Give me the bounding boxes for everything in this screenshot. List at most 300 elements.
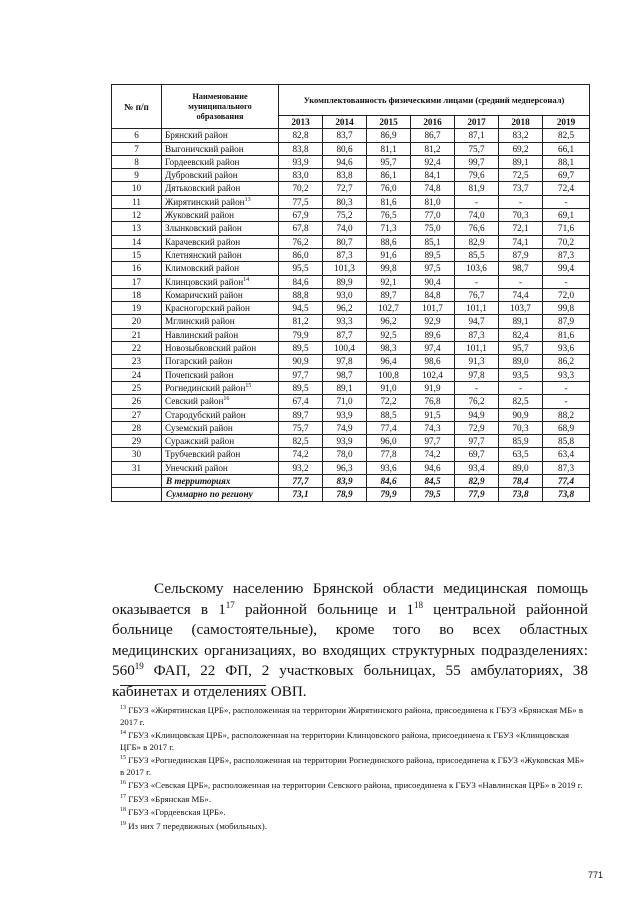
value-cell: 72,7 [323,182,367,195]
value-cell: 76,5 [367,209,411,222]
district-name: Выгоничский район [165,143,244,154]
value-cell: 94,9 [455,408,499,421]
value-cell: 101,7 [411,302,455,315]
table-row [112,461,590,474]
district-name-cell [162,355,279,368]
row-number: 9 [112,169,162,182]
table-row [112,235,590,248]
row-number: 28 [112,421,162,434]
row-number: 30 [112,448,162,461]
value-cell: 98,6 [411,355,455,368]
district-name-cell [162,129,279,142]
district-name: Жуковский район [165,210,235,221]
value-cell: 84,1 [411,169,455,182]
table-row [112,435,590,448]
value-cell: 81,9 [455,182,499,195]
value-cell: - [455,381,499,394]
value-cell: 93,3 [323,315,367,328]
total-value-cell: 77,4 [543,475,590,488]
value-cell: 81,6 [543,328,590,341]
value-cell: 72,2 [367,395,411,408]
value-cell: 80,6 [323,142,367,155]
table-row [112,275,590,288]
col-num-header: № п/п [112,85,162,129]
group-header: Укомплектованность физическими лицами (средний медперсонал) [279,85,590,116]
district-name: Клетнянский район [165,249,242,260]
value-cell: 68,9 [543,421,590,434]
district-name: Жирятинский район [165,196,245,207]
value-cell: 83,8 [279,142,323,155]
value-cell: 90,9 [279,355,323,368]
district-name-cell [162,315,279,328]
value-cell: 81,1 [367,142,411,155]
row-number: 7 [112,142,162,155]
table-row [112,222,590,235]
value-cell: 73,7 [499,182,543,195]
district-name: Суземский район [165,422,233,433]
district-name: Почепский район [165,369,234,380]
year-header: 2019 [543,116,590,129]
value-cell: 76,2 [279,235,323,248]
value-cell: 69,7 [455,448,499,461]
district-name: Стародубский район [165,409,246,420]
value-cell: 95,7 [499,342,543,355]
value-cell: 74,2 [411,448,455,461]
page-number: 771 [588,870,604,880]
value-cell: 89,0 [499,355,543,368]
value-cell: 89,7 [367,288,411,301]
value-cell: - [543,195,590,208]
value-cell: 74,2 [279,448,323,461]
value-cell: 82,4 [499,328,543,341]
value-cell: 101,1 [455,302,499,315]
total-value-cell: 79,5 [411,488,455,501]
row-number: 8 [112,155,162,168]
value-cell: - [499,275,543,288]
value-cell: 98,3 [367,342,411,355]
district-name-cell [162,182,279,195]
value-cell: 71,0 [323,395,367,408]
row-number: 17 [112,275,162,288]
value-cell: 84,8 [411,288,455,301]
value-cell: 102,4 [411,368,455,381]
value-cell: 87,1 [455,129,499,142]
row-number: 14 [112,235,162,248]
value-cell: 70,2 [543,235,590,248]
value-cell: 93,5 [499,368,543,381]
year-header: 2017 [455,116,499,129]
district-name: Суражский район [165,436,235,447]
year-header: 2016 [411,116,455,129]
value-cell: 86,0 [279,248,323,261]
value-cell: 91,0 [367,381,411,394]
table-row [112,448,590,461]
district-name-cell [162,222,279,235]
value-cell: 91,6 [367,248,411,261]
district-name-cell [162,461,279,474]
value-cell: 87,9 [543,315,590,328]
total-value-cell: 73,1 [279,488,323,501]
table-body [112,129,590,501]
value-cell: 82,5 [543,129,590,142]
value-cell: 97,8 [455,368,499,381]
value-cell: 97,8 [323,355,367,368]
value-cell: 81,0 [411,195,455,208]
value-cell: 76,2 [455,395,499,408]
year-header: 2015 [367,116,411,129]
empty-cell [112,488,162,501]
row-number: 6 [112,129,162,142]
value-cell: 74,4 [499,288,543,301]
value-cell: 69,2 [499,142,543,155]
value-cell: 67,9 [279,209,323,222]
value-cell: 96,2 [367,315,411,328]
value-cell: 92,9 [411,315,455,328]
value-cell: 74,8 [411,182,455,195]
value-cell: 92,4 [411,155,455,168]
value-cell: 81,6 [367,195,411,208]
table-row [112,182,590,195]
footnote [120,807,590,819]
row-number: 26 [112,395,162,408]
value-cell: - [543,275,590,288]
value-cell: 94,6 [323,155,367,168]
footnote-divider [120,685,266,686]
total-value-cell: 78,9 [323,488,367,501]
value-cell: 85,9 [499,435,543,448]
value-cell: 86,9 [367,129,411,142]
row-number: 19 [112,302,162,315]
value-cell: 96,2 [323,302,367,315]
col-name-header: Наименование муниципального образования [162,85,279,129]
row-number: 18 [112,288,162,301]
value-cell: 81,2 [279,315,323,328]
value-cell: 86,7 [411,129,455,142]
value-cell: 82,5 [499,395,543,408]
row-number: 31 [112,461,162,474]
paragraph-text-1: Сельскому населению Брянской области медицинская помощь оказывается в 1 [112,580,588,618]
district-name-cell [162,435,279,448]
value-cell: 72,4 [543,182,590,195]
table-row [112,262,590,275]
value-cell: 97,5 [411,262,455,275]
value-cell: 77,8 [367,448,411,461]
value-cell: 99,7 [455,155,499,168]
value-cell: 94,6 [411,461,455,474]
district-name-cell [162,381,279,394]
value-cell: - [543,395,590,408]
value-cell: 67,8 [279,222,323,235]
table-row [112,342,590,355]
district-name-cell [162,368,279,381]
district-name-cell [162,209,279,222]
footnote-text: ГБУЗ «Клинцовская ЦРБ», расположенная на территории Клинцовского района, присоединена к ГБУЗ «Клинцовская ЦГБ» в 2017 г. [120,730,570,752]
value-cell: 82,5 [279,435,323,448]
row-number: 16 [112,262,162,275]
total-row [112,488,590,501]
value-cell: 79,9 [279,328,323,341]
footnotes [120,705,590,834]
row-number: 11 [112,195,162,208]
value-cell: 71,6 [543,222,590,235]
district-name: Карачевский район [165,236,241,247]
value-cell: 93,6 [367,461,411,474]
table-row [112,248,590,261]
value-cell: 83,8 [323,169,367,182]
value-cell: 95,7 [367,155,411,168]
value-cell: 76,7 [455,288,499,301]
footnote-ref[interactable]: 16 [223,396,230,403]
paragraph-text-3: центральной районной больнице (самостоятельные), кроме того во всех областных медицинских организациях, во входящих структурных подразделениях: 560 [112,600,588,679]
value-cell: 99,8 [543,302,590,315]
value-cell: 94,7 [455,315,499,328]
footnote-number: 19 [120,820,126,827]
row-number: 24 [112,368,162,381]
value-cell: 85,5 [455,248,499,261]
value-cell: 84,6 [279,275,323,288]
value-cell: 92,1 [367,275,411,288]
district-name-cell [162,235,279,248]
value-cell: 94,5 [279,302,323,315]
table-row [112,142,590,155]
table-row [112,302,590,315]
value-cell: 96,3 [323,461,367,474]
table-row [112,355,590,368]
district-name: Дубровский район [165,170,238,181]
district-name: Трубчевский район [165,449,241,460]
district-name: Навлинский район [165,329,239,340]
value-cell: 80,7 [323,235,367,248]
value-cell: 92,5 [367,328,411,341]
footnote [120,780,590,792]
value-cell: 90,9 [499,408,543,421]
value-cell: 82,8 [279,129,323,142]
value-cell: 89,9 [323,275,367,288]
footnote-number: 16 [120,780,126,787]
table-row [112,328,590,341]
value-cell: 97,4 [411,342,455,355]
value-cell: 101,1 [455,342,499,355]
value-cell: 103,6 [455,262,499,275]
district-name-cell [162,421,279,434]
district-name-cell [162,155,279,168]
footnote-ref-19[interactable]: 19 [134,660,144,671]
value-cell: 74,0 [455,209,499,222]
value-cell: 88,5 [367,408,411,421]
value-cell: 93,2 [279,461,323,474]
total-value-cell: 73,8 [499,488,543,501]
value-cell: 66,1 [543,142,590,155]
value-cell: 96,0 [367,435,411,448]
value-cell: 76,8 [411,395,455,408]
footnote-ref-17[interactable]: 17 [225,599,235,610]
value-cell: 76,0 [367,182,411,195]
row-number: 10 [112,182,162,195]
total-value-cell: 73,8 [543,488,590,501]
value-cell: 78,0 [323,448,367,461]
staffing-table [111,84,590,502]
value-cell: 74,0 [323,222,367,235]
value-cell: 91,9 [411,381,455,394]
total-label: Суммарно по региону [162,488,279,501]
footnote-number: 15 [120,755,126,762]
value-cell: 70,3 [499,209,543,222]
table-row [112,421,590,434]
district-name: Красногорский район [165,303,250,314]
value-cell: 72,5 [499,169,543,182]
value-cell: 87,7 [323,328,367,341]
district-name: Новозыбковский район [165,343,257,354]
value-cell: 89,1 [499,315,543,328]
paragraph-text-4: ФАП, 22 ФП, 2 участковых больницах, 55 амбулаториях, 38 кабинетах и отделениях ОВП. [112,662,588,700]
value-cell: 75,0 [411,222,455,235]
table-row [112,155,590,168]
footnote-ref[interactable]: 14 [243,276,250,283]
district-name: Погарский район [165,356,233,367]
district-name-cell [162,408,279,421]
row-number: 21 [112,328,162,341]
value-cell: 83,2 [499,129,543,142]
body-paragraph [112,579,588,702]
total-value-cell: 83,9 [323,475,367,488]
year-header: 2014 [323,116,367,129]
year-header: 2013 [279,116,323,129]
value-cell: 89,1 [499,155,543,168]
total-label: В территориях [162,475,279,488]
value-cell: 88,6 [367,235,411,248]
total-value-cell: 84,5 [411,475,455,488]
footnote-text: Из них 7 передвижных (мобильных). [126,820,267,831]
value-cell: - [499,195,543,208]
total-value-cell: 84,6 [367,475,411,488]
value-cell: 89,6 [411,328,455,341]
value-cell: 63,4 [543,448,590,461]
footnote [120,705,590,728]
value-cell: 74,9 [323,421,367,434]
value-cell: 87,3 [543,248,590,261]
table-row [112,129,590,142]
district-name-cell [162,262,279,275]
value-cell: 91,5 [411,408,455,421]
value-cell: 77,0 [411,209,455,222]
value-cell: 83,7 [323,129,367,142]
value-cell: 81,2 [411,142,455,155]
value-cell: 96,4 [367,355,411,368]
value-cell: 100,4 [323,342,367,355]
value-cell: 97,7 [455,435,499,448]
district-name-cell [162,328,279,341]
value-cell: 89,1 [323,381,367,394]
value-cell: 98,7 [499,262,543,275]
district-name-cell [162,248,279,261]
value-cell: 74,3 [411,421,455,434]
value-cell: 97,7 [411,435,455,448]
value-cell: 88,2 [543,408,590,421]
value-cell: 93,3 [543,368,590,381]
footnote [120,794,590,806]
value-cell: 89,5 [279,381,323,394]
value-cell: 75,2 [323,209,367,222]
value-cell: 82,9 [455,235,499,248]
table-row [112,368,590,381]
value-cell: 86,1 [367,169,411,182]
total-value-cell: 82,9 [455,475,499,488]
value-cell: 72,1 [499,222,543,235]
empty-cell [112,475,162,488]
district-name: Климовский район [165,263,240,274]
value-cell: 77,5 [279,195,323,208]
district-name-cell [162,342,279,355]
value-cell: 93,0 [323,288,367,301]
footnote-text: ГБУЗ «Брянская МБ». [126,793,212,804]
district-name-cell [162,275,279,288]
value-cell: 72,0 [543,288,590,301]
value-cell: 100,8 [367,368,411,381]
value-cell: - [455,275,499,288]
table-row [112,381,590,394]
value-cell: 76,6 [455,222,499,235]
value-cell: 99,8 [367,262,411,275]
footnote-number: 17 [120,793,126,800]
district-name-cell [162,195,279,208]
value-cell: 77,4 [367,421,411,434]
district-name-cell [162,395,279,408]
footnote-ref[interactable]: 15 [245,382,252,389]
district-name-cell [162,288,279,301]
value-cell: 87,9 [499,248,543,261]
table-row [112,315,590,328]
value-cell: 85,1 [411,235,455,248]
total-row [112,475,590,488]
value-cell: 87,3 [455,328,499,341]
table-row [112,169,590,182]
value-cell: 93,4 [455,461,499,474]
value-cell: 93,9 [279,155,323,168]
district-name-cell [162,448,279,461]
row-number: 23 [112,355,162,368]
value-cell: - [499,381,543,394]
value-cell: 87,3 [543,461,590,474]
total-value-cell: 78,4 [499,475,543,488]
total-value-cell: 77,9 [455,488,499,501]
value-cell: 88,1 [543,155,590,168]
footnote-ref[interactable]: 13 [244,196,251,203]
paragraph-text-2: районной больнице и 1 [234,600,414,618]
value-cell: 70,3 [499,421,543,434]
footnote-number: 14 [120,730,126,737]
value-cell: - [455,195,499,208]
total-value-cell: 77,7 [279,475,323,488]
table-row [112,408,590,421]
value-cell: 99,4 [543,262,590,275]
value-cell: 69,7 [543,169,590,182]
value-cell: 70,2 [279,182,323,195]
footnote-number: 18 [120,807,126,814]
footnote [120,730,590,753]
district-name: Мглинский район [165,316,235,327]
row-number: 12 [112,209,162,222]
footnote-text: ГБУЗ «Жирятинская ЦРБ», расположенная на территории Жирятинского района, присоединена к ГБУЗ «Брянская МБ» в 2017 г. [120,705,584,727]
footnote-ref-18[interactable]: 18 [413,599,423,610]
value-cell: - [543,381,590,394]
year-header: 2018 [499,116,543,129]
district-name: Гордеевский район [165,156,240,167]
footnote [120,821,590,833]
value-cell: 101,3 [323,262,367,275]
value-cell: 67,4 [279,395,323,408]
footnote-text: ГБУЗ «Севская ЦРБ», расположенная на территории Севского района, присоединена к ГБУЗ «Навлинская ЦРБ» в 2019 г. [126,780,583,790]
value-cell: 75,7 [279,421,323,434]
